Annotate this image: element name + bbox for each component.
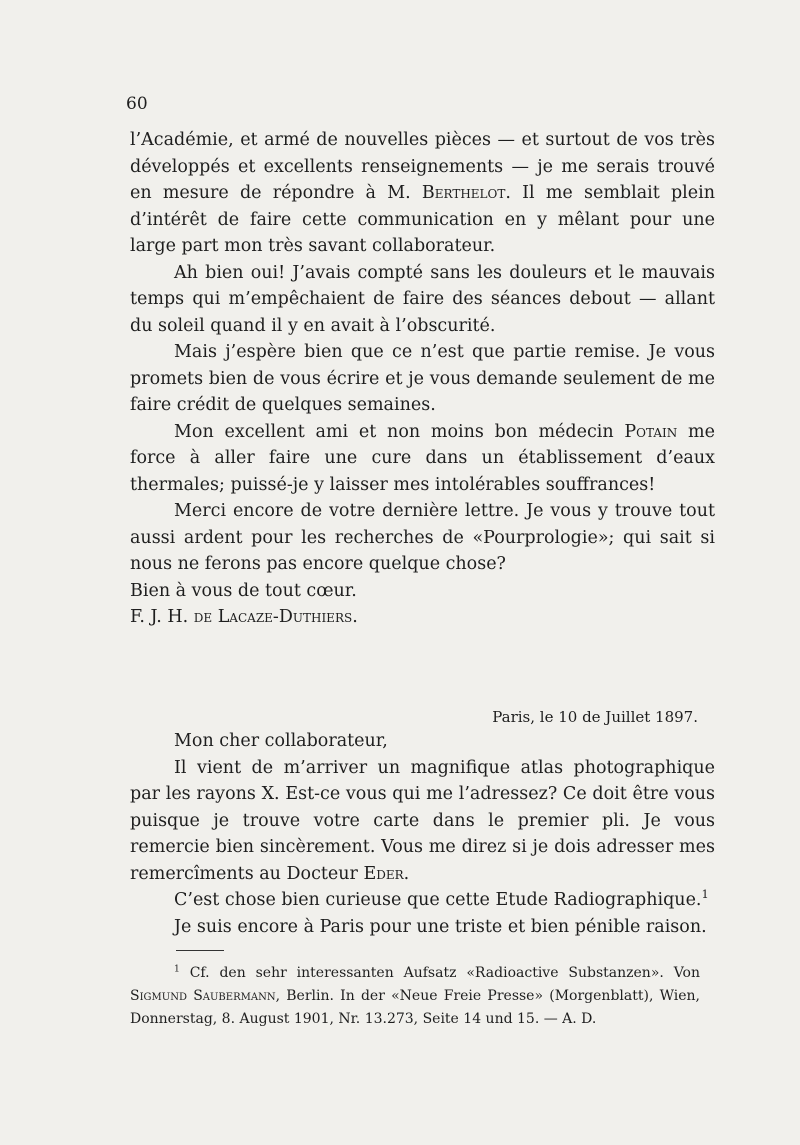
page-number: 60 — [126, 94, 148, 114]
letter-1-paragraph-1: l’Académie, et armé de nouvelles pièces — et surtout de vos très développés et excellents renseignements — je me serais trouvé en mesure de répondre à M. Berthelot. Il me semblait plein d’intérêt de faire cette communication en y mêlant pour une large part mon très savant collaborateur. — [130, 130, 715, 256]
footnote-marker: 1 — [174, 964, 180, 975]
person-name-potain: Potain — [624, 421, 678, 442]
letter-1-paragraph-3: Mais j’espère bien que ce n’est que partie remise. Je vous promets bien de vous écrire et je vous demande seulement de me faire crédit de quelques semaines. — [130, 342, 715, 415]
letter-2-dateline: Paris, le 10 de Juillet 1897. — [492, 708, 698, 726]
letter-1-closing: Bien à vous de tout cœur. — [130, 580, 357, 601]
footnote: $^1$ Cf. den sehr interessanten Aufsatz «Radioactive Substanzen». Von Sigmund Saubermann, Berlin. In der «Neue Freie Presse» (Morgenblatt), Wien, Donnerstag, 8. August 1901, Nr. 13.273, Seite 14 und 15. — A. D. — [130, 964, 700, 1027]
letter-2-paragraph-2: C’est chose bien curieuse que cette Etude Radiographique.$^1$ — [174, 887, 709, 910]
footnote-author: Sigmund Saubermann — [130, 988, 276, 1004]
letter-1-paragraph-4: Mon excellent ami et non moins bon médecin Potain me force à aller faire une cure dans un établissement d’eaux thermales; puissé-je y laisser mes intolérables souffrances! — [130, 421, 715, 495]
letter-2-salutation: Mon cher collaborateur, — [174, 731, 388, 751]
footnote-reference: 1 — [701, 887, 709, 902]
letter-2-paragraph-3: Je suis encore à Paris pour une triste et bien pénible raison. — [174, 916, 707, 937]
letter-1-paragraph-2: Ah bien oui! J’avais compté sans les douleurs et le mauvais temps qui m’empêchaient de faire des séances debout — allant du soleil quand il y en avait à l’obscurité. — [130, 262, 715, 336]
person-name-berthelot: Berthelot — [421, 183, 506, 203]
letter-1-paragraph-5: Merci encore de votre dernière lettre. Je vous y trouve tout aussi ardent pour les recherches de «Pourprologie»; qui sait si nous ne ferons pas encore quelque chose? — [130, 501, 715, 574]
footnote-divider — [176, 950, 224, 951]
letter-1-signature: F. J. H. de Lacaze-Duthiers. — [130, 607, 358, 627]
letter-1-body — [130, 127, 715, 631]
letter-2-body — [130, 728, 715, 940]
person-name-eder: Eder — [363, 863, 404, 884]
letter-2-paragraph-1: Il vient de m’arriver un magnifique atlas photographique par les rayons X. Est-ce vous qui me l’adressez? Ce doit être vous puisque je trouve votre carte dans le premier pli. Je vous remercie bien sincèrement. Vous me direz si je dois adresser mes remercîments au Docteur Eder. — [130, 757, 715, 884]
